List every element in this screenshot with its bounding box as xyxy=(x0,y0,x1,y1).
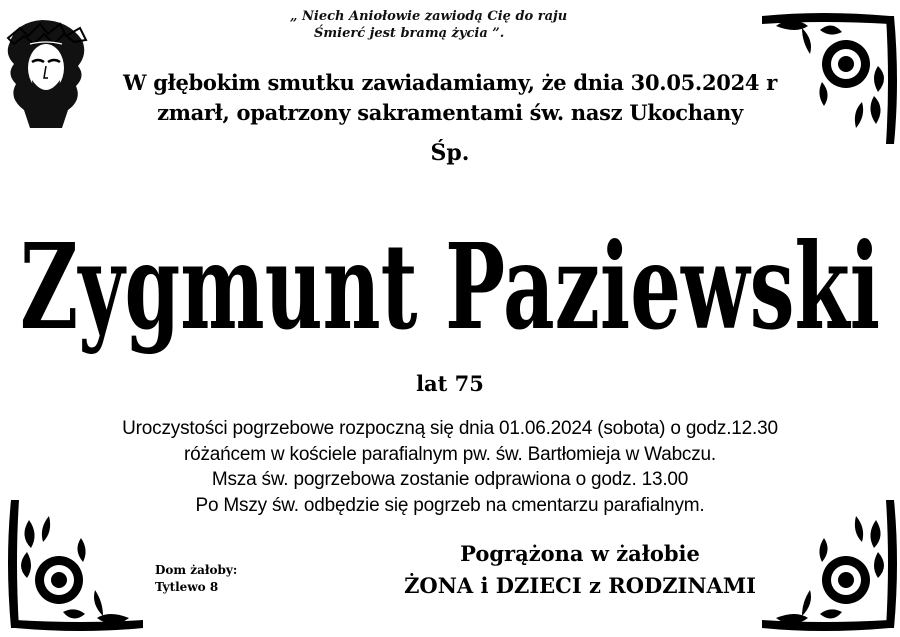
quote-line-1: „ Niech Aniołowie zawiodą Cię do raju xyxy=(290,9,568,24)
mourners xyxy=(380,538,780,602)
quote-line-2: Śmierć jest bramą życia ”. xyxy=(314,26,505,41)
mourners-line-2: ŻONA i DZIECI z RODZINAMI xyxy=(404,573,756,598)
age: lat 75 xyxy=(416,371,484,396)
funeral-home-label: Dom żałoby: xyxy=(155,563,238,577)
christ-portrait-icon xyxy=(2,14,90,130)
scripture-quote xyxy=(290,8,620,42)
name-prefix: Śp. xyxy=(430,140,470,166)
details-line-2: różańcem w kościele parafialnym pw. św. Bartłomieja w Wabczu. xyxy=(184,443,716,465)
funeral-home-address: Tytlewo 8 xyxy=(155,580,219,594)
funeral-home xyxy=(155,562,237,596)
announcement-line-2: zmarł, opatrzony sakramentami św. nasz Ukochany xyxy=(157,100,743,125)
details-line-3: Msza św. pogrzebowa zostanie odprawiona o godz. 13.00 xyxy=(211,469,689,490)
mourners-line-1: Pogrążona w żałobie xyxy=(460,541,700,566)
floral-corner-ornament-icon xyxy=(8,497,143,632)
floral-corner-ornament-icon xyxy=(762,497,897,632)
deceased-name xyxy=(0,168,900,368)
details-line-4: Po Mszy św. odbędzie się pogrzeb na cmentarzu parafialnym. xyxy=(195,494,705,516)
funeral-details xyxy=(60,416,840,518)
announcement xyxy=(90,68,810,128)
deceased-name-text: Zygmunt Paziewski xyxy=(20,217,880,356)
details-line-1: Uroczystości pogrzebowe rozpoczną się dnia 01.06.2024 (sobota) o godz.12.30 xyxy=(122,418,778,439)
announcement-line-1: W głębokim smutku zawiadamiamy, że dnia 30.05.2024 r xyxy=(123,70,777,95)
